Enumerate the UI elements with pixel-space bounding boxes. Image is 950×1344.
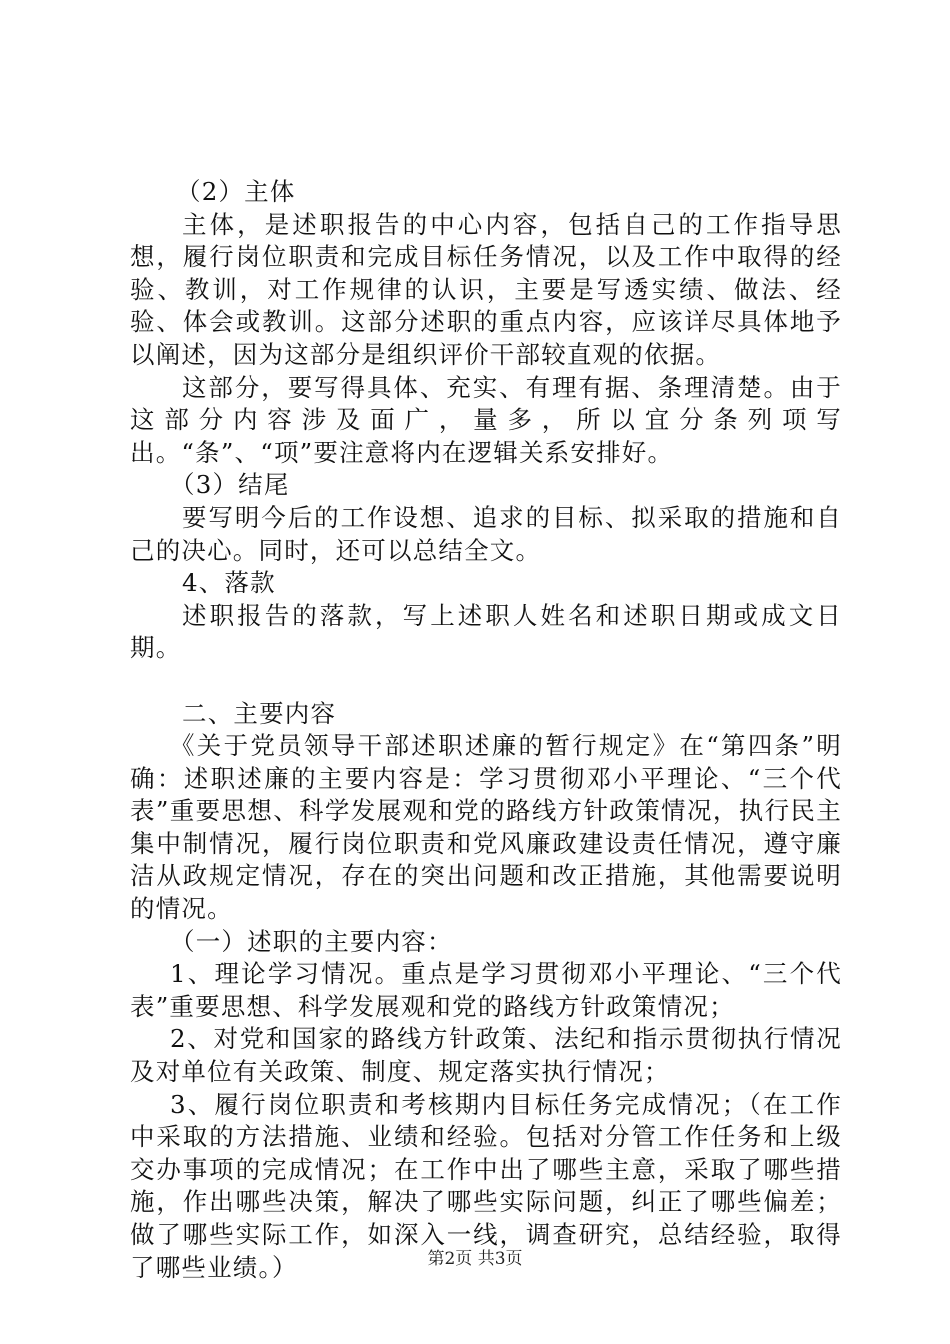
list-item: 1、理论学习情况。重点是学习贯彻邓小平理论、“三个代表”重要思想、科学发展观和党的路线方针政策情况；: [130, 959, 842, 1021]
page-number-footer: 第2页 共3页: [427, 1249, 523, 1269]
ending-para: 要写明今后的工作设想、追求的目标、拟采取的措施和自己的决心。同时，还可以总结全文。: [130, 502, 842, 565]
heading-ending: （3）结尾: [170, 470, 290, 500]
heading-signature: 4、落款: [182, 568, 276, 598]
heading-duty-content: （一）述职的主要内容：: [170, 926, 453, 956]
main-body-para-1: 主体，是述职报告的中心内容，包括自己的工作指导思想，履行岗位职责和完成目标任务情况，以及工作中取得的经验、教训，对工作规律的认识，主要是写透实绩、做法、经验、体会或教训。这部分述职的重点内容，应该详尽具体地予以阐述，因为这部分是组织评价干部较直观的依据。: [130, 209, 842, 369]
document-body: [130, 176, 842, 1284]
signature-para: 述职报告的落款，写上述职人姓名和述职日期或成文日期。: [130, 600, 842, 663]
paragraph-gap: [130, 665, 842, 698]
list-item: 2、对党和国家的路线方针政策、法纪和指示贯彻执行情况及对单位有关政策、制度、规定落实执行情况；: [130, 1024, 842, 1087]
list-item: 3、履行岗位职责和考核期内目标任务完成情况；（在工作中采取的方法措施、业绩和经验。包括对分管工作任务和上级交办事项的完成情况；在工作中出了哪些主意，采取了哪些措施，作出哪些决策，解决了哪些实际问题，纠正了哪些偏差；做了哪些实际工作，如深入一线，调查研究，总结经验，取得了哪些业绩。）: [130, 1089, 842, 1282]
main-content-para: 《关于党员领导干部述职述廉的暂行规定》在“第四条”明确：述职述廉的主要内容是：学习贯彻邓小平理论、“三个代表”重要思想、科学发展观和党的路线方针政策情况，执行民主集中制情况，履行岗位职责和党风廉政建设责任情况，遵守廉洁从政规定情况，存在的突出问题和改正措施，其他需要说明的情况。: [130, 731, 842, 924]
heading-main-content: 二、主要内容: [182, 698, 337, 728]
heading-main-body: （2）主体: [176, 177, 296, 206]
main-body-para-2: 这部分，要写得具体、充实、有理有据、条理清楚。由于这部分内容涉及面广，量多，所以宜分条列项写出。“条”、“项”要注意将内在逻辑关系安排好。: [130, 372, 842, 467]
